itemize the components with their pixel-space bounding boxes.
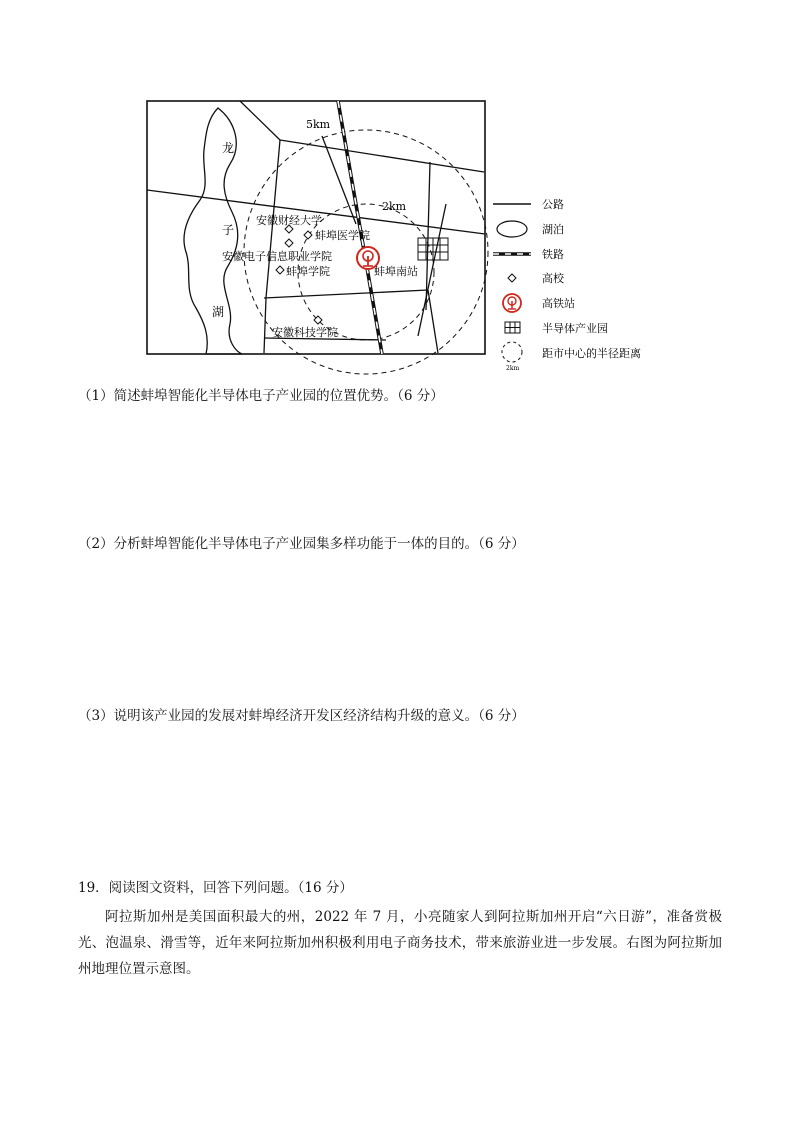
map-figure: [146, 100, 666, 380]
college-legend-icon: [508, 274, 516, 282]
question-19-paragraph: 阿拉斯加州是美国面积最大的州，2022 年 7 月，小亮随家人到阿拉斯加州开启“六日游”，准备赏极光、泡温泉、滑雪等，近年来阿拉斯加州积极利用电子商务技术，带来旅游业进一步发展。右图为阿拉斯加州地理位置示意图。: [78, 909, 722, 977]
lake-char-zi: 子: [222, 223, 235, 237]
legend-label-road: 公路: [542, 198, 564, 211]
inner-radius-label: 2km: [382, 200, 407, 213]
question-1: （1）简述蚌埠智能化半导体电子产业园的位置优势。（6 分）: [78, 388, 444, 404]
lake-char-long: 龙: [222, 141, 235, 155]
lake-char-hu: 湖: [212, 305, 225, 319]
label-keji: 安徽科技学院: [272, 326, 338, 339]
legend-label-park: 半导体产业园: [542, 322, 608, 335]
label-yixue: 蚌埠医学院: [315, 229, 370, 242]
legend-label-station: 高铁站: [542, 297, 575, 310]
legend-label-railway: 铁路: [542, 248, 564, 261]
legend-circle-label: 2km: [506, 365, 520, 372]
outer-radius-label: 5km: [306, 118, 331, 131]
label-caijing: 安徽财经大学: [256, 214, 322, 227]
legend-label-radius: 距市中心的半径距离: [542, 347, 641, 360]
map-svg: [146, 100, 666, 380]
lake-icon: [497, 221, 527, 237]
roads: [147, 101, 485, 353]
label-bengbu-xueyuan: 蚌埠学院: [286, 265, 330, 278]
park-legend-icon: [505, 322, 520, 333]
legend-label-lake: 湖泊: [542, 223, 564, 236]
question-3: （3）说明该产业园的发展对蚌埠经济开发区经济结构升级的意义。（6 分）: [78, 708, 525, 724]
label-dianzi: 安徽电子信息职业学院: [222, 250, 332, 263]
question-19-title: 19．阅读图文资料，回答下列问题。（16 分）: [78, 880, 353, 896]
question-2: （2）分析蚌埠智能化半导体电子产业园集多样功能于一体的目的。（6 分）: [78, 536, 525, 552]
college-icon: [276, 266, 284, 274]
semiconductor-park-icon: [418, 238, 448, 260]
legend-label-college: 高校: [542, 272, 564, 285]
college-icon: [285, 239, 293, 247]
station-legend-icon: [503, 294, 521, 312]
legend: [493, 198, 641, 372]
label-nanzhan: 蚌埠南站: [374, 265, 418, 278]
radius-circle-icon: [502, 342, 522, 362]
